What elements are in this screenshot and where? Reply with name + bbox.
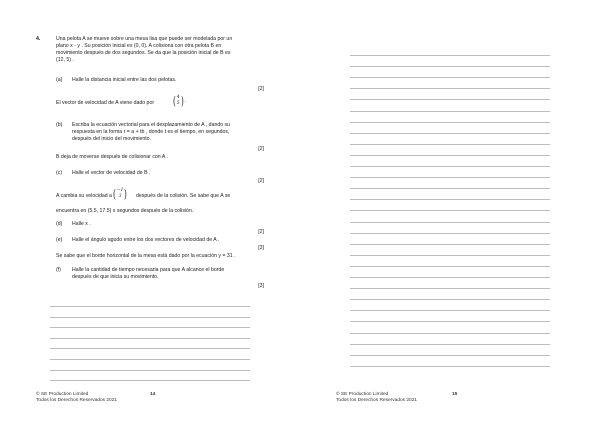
question-number: 4. [36,36,41,42]
answer-line [50,338,250,339]
answer-line [350,166,550,167]
part-e-label: (e) [56,237,63,243]
part-a-text: Halle la distancia inicial entre las dos pelotas. [72,77,177,83]
answer-line [350,144,550,145]
answer-line [350,99,550,100]
left-footer [36,392,117,404]
part-a-label: (a) [56,77,63,83]
part-a-marks: [2] [258,86,264,92]
answer-line [350,177,550,178]
part-b-marks: [2] [258,146,264,152]
answer-line [50,380,250,381]
answer-line [350,66,550,67]
change-vector-y: 3 [118,194,122,199]
answer-line [350,299,550,300]
answer-line [350,55,550,56]
change-vector: ( −1 3 ) [112,187,128,201]
answer-line [350,266,550,267]
velocity-a-intro: El vector de velocidad de A viene dado por [56,100,155,106]
answer-line [350,233,550,234]
answer-line [350,255,550,256]
answer-line [350,288,550,289]
answer-line [350,199,550,200]
answer-line [350,244,550,245]
right-page [300,0,600,424]
part-c-text: Halle el vector de velocidad de B . [72,170,151,176]
part-b-label: (b) [56,122,63,128]
part-e-marks: [3] [258,245,264,251]
right-footer-copyright: © SE Production Limited [336,392,389,397]
answer-line [350,277,550,278]
answer-line [350,222,550,223]
stop-text: B deja de moverse después de colisionar con A . [56,154,168,160]
intro-line-1: Una pelota A se mueve sobre una mesa lisa que puede ser modelada por un [56,36,233,42]
answer-line [350,111,550,112]
answer-line [350,88,550,89]
change-line-2: encuentra en (5.5, 17.5) x segundos después de la colisión. [56,208,194,214]
intro-line-3: movimiento después de dos segundos. Se da que la posición inicial de B es [56,50,231,56]
part-d-text: Halle x . [72,221,91,227]
answer-line [50,359,250,360]
answer-line [50,317,250,318]
intro-line-4: (12, 5) . [56,57,74,63]
part-d-marks: [2] [258,229,264,235]
right-footer [336,392,417,404]
velocity-a-y: 5 [176,101,180,106]
right-page-number: 15 [452,392,458,397]
answer-line [50,370,250,371]
right-footer-rights: Todos los Derechos Reservados 2021 [336,398,418,403]
part-b-line-1: Escriba la ecuación vectorial para el desplazamiento de A , dando su [72,122,231,128]
intro-line-2: plano x - y . Su posición inicial es (0, 0). A colisiona con otra pelota B en [56,43,222,49]
part-b-line-2: respuesta en la forma r = a + tb , donde t es el tiempo, en segundos, [72,129,230,135]
answer-line [350,366,550,367]
change-post: después de la colisión. Se sabe que A se [136,193,231,199]
answer-line [350,210,550,211]
answer-line [350,77,550,78]
left-page-number: 14 [150,392,156,397]
answer-line [350,310,550,311]
velocity-a-x: 4 [176,95,180,101]
part-c-marks: [2] [258,178,264,184]
part-e-text: Halle el ángulo agudo entre los dos vectores de velocidad de A . [72,237,220,243]
answer-line [350,321,550,322]
answer-line [350,133,550,134]
part-d-label: (d) [56,221,63,227]
change-vector-x: −1 [116,188,124,194]
left-footer-copyright: © SE Production Limited [36,392,89,397]
part-f-line-2: después de que inicia su movimiento. [72,274,159,280]
answer-line [350,155,550,156]
answer-line [350,188,550,189]
answer-line [50,327,250,328]
answer-line [50,306,250,307]
velocity-a-vector: ( 4 5 ) . [172,94,186,108]
answer-line [50,348,250,349]
part-b-line-3: después del inicio del movimiento. [72,136,152,142]
answer-line [350,355,550,356]
left-footer-rights: Todos los Derechos Reservados 2021 [36,398,118,403]
part-f-label: (f) [56,267,61,273]
change-pre: A cambia su velocidad a [56,193,112,199]
part-c-label: (c) [56,170,63,176]
edge-text: Se sabe que el borde horizontal de la mesa está dado por la ecuación y = 31 . [56,253,236,259]
answer-line [350,344,550,345]
part-f-marks: [3] [258,283,264,289]
answer-line [350,122,550,123]
answer-line [350,333,550,334]
part-f-line-1: Halle la cantidad de tiempo necesaria para que A alcance el borde [72,267,225,273]
